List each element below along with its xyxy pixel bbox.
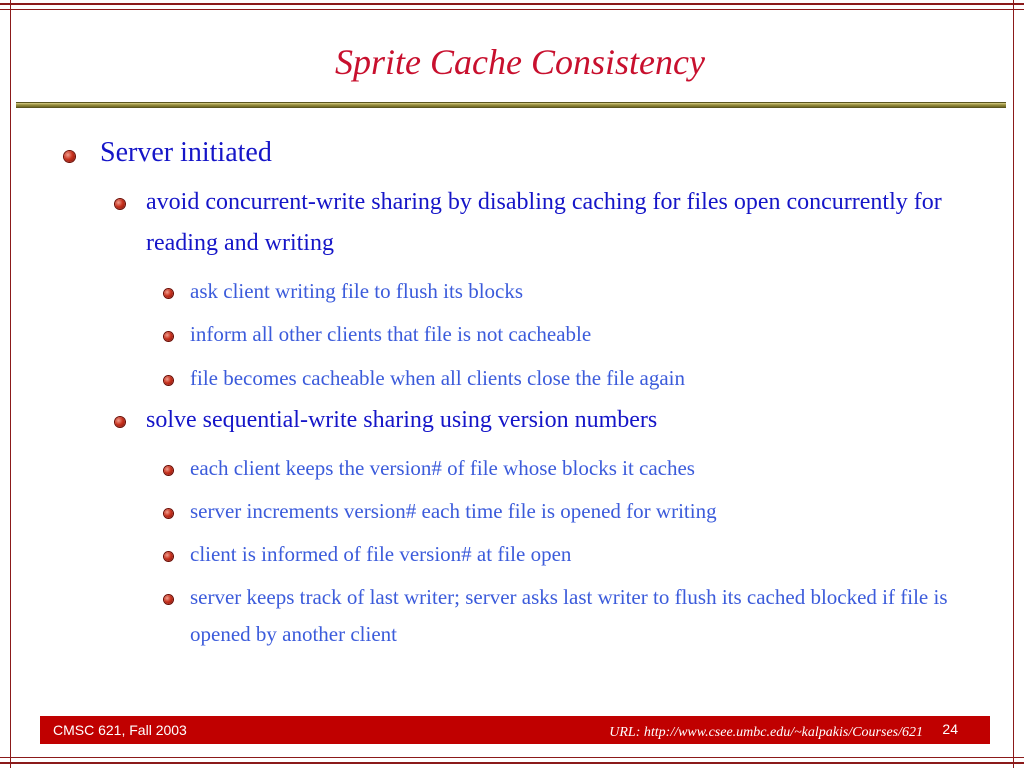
bullet-item [164,279,964,310]
bullet-item [164,456,964,487]
bullet-item [164,585,964,653]
bullet-item [164,366,964,397]
slide-title: Sprite Cache Consistency [335,42,705,82]
bullet-icon [164,595,173,604]
bullet-text: ask client writing file to flush its blocks [190,279,524,303]
footer-url: URL: http://www.csee.umbc.edu/~kalpakis/Courses/621 [609,725,923,740]
bullet-icon [64,151,75,162]
bullet-text: file becomes cacheable when all clients close the file again [190,366,686,390]
bullet-text: server keeps track of last writer; server asks last writer to flush its cached blocked if file is opened by another client [190,585,948,646]
bullet-text: inform all other clients that file is not cacheable [190,322,592,346]
bullet-text: each client keeps the version# of file whose blocks it caches [190,456,695,480]
bullet-icon [164,376,173,385]
page-number: 24 [942,721,958,737]
bullet-text: avoid concurrent-write sharing by disabling caching for files open concurrently for reading and writing [146,189,942,256]
bullet-icon [164,509,173,518]
bullet-item [164,542,964,573]
footer-course: CMSC 621, Fall 2003 [53,722,187,738]
bullet-icon [164,466,173,475]
bullet-icon [115,199,125,209]
bullet-text: client is informed of file version# at file open [190,542,572,566]
bullet-icon [164,332,173,341]
bullet-item [64,136,964,170]
bullet-item [164,322,964,353]
bullet-item [164,499,964,530]
bullet-icon [164,289,173,298]
footer-bar [40,716,990,744]
bullet-text: Server initiated [100,137,272,168]
bullet-item [115,405,945,441]
bullet-icon [115,417,125,427]
bullet-item [115,187,945,264]
bullet-icon [164,552,173,561]
bullet-text: solve sequential-write sharing using version numbers [146,407,658,433]
bullet-text: server increments version# each time file is opened for writing [190,499,717,523]
